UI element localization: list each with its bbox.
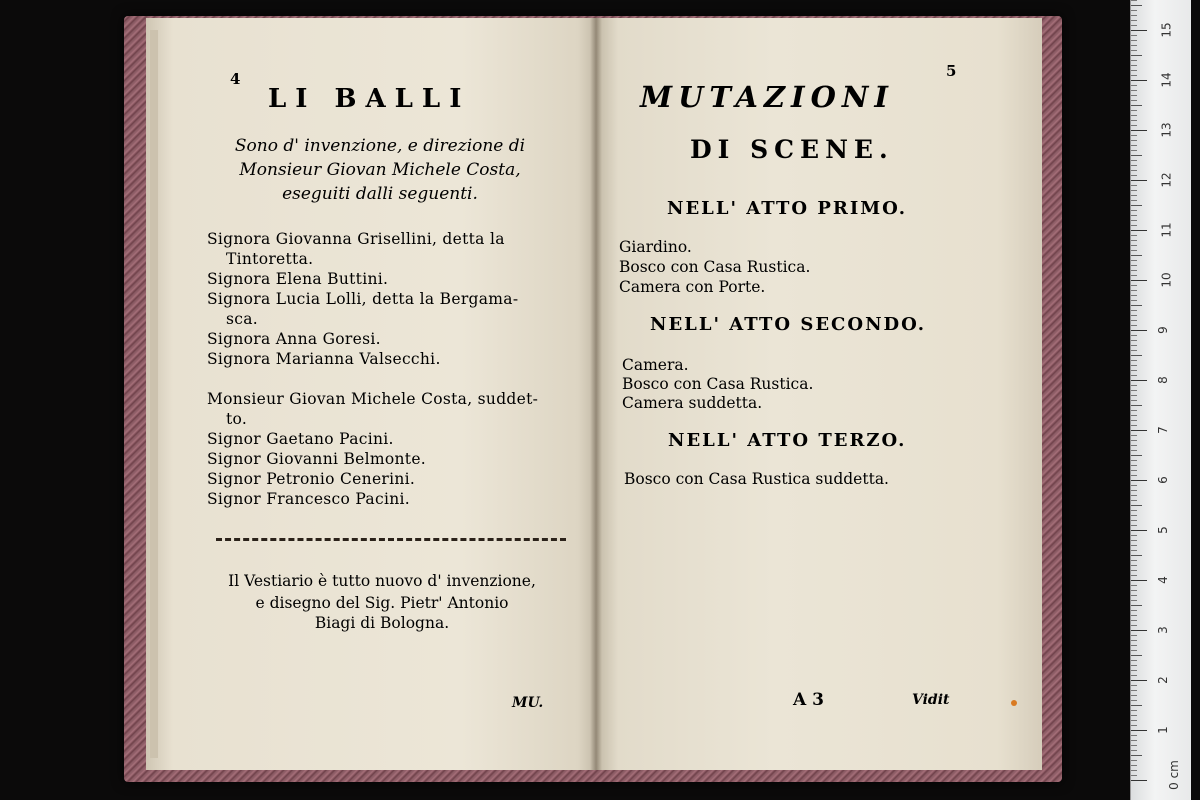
ruler-tick <box>1131 105 1142 106</box>
ruler-tick <box>1131 340 1137 341</box>
ruler-tick <box>1131 715 1137 716</box>
ruler-tick <box>1131 185 1137 186</box>
ruler-tick <box>1131 415 1137 416</box>
ruler-tick <box>1131 150 1137 151</box>
ruler-tick <box>1131 690 1137 691</box>
ruler-tick <box>1131 345 1137 346</box>
ruler-tick <box>1131 45 1137 46</box>
ruler-tick <box>1131 675 1137 676</box>
ruler-tick <box>1131 495 1137 496</box>
ruler-tick <box>1131 240 1137 241</box>
ruler-tick <box>1131 365 1137 366</box>
cast-entry: Signor Gaetano Pacini. <box>207 430 394 448</box>
measurement-ruler <box>1130 0 1191 800</box>
ruler-tick <box>1131 55 1142 56</box>
ruler-tick <box>1131 5 1142 6</box>
ruler-tick <box>1131 640 1137 641</box>
ruler-tick <box>1131 610 1137 611</box>
ruler-tick <box>1131 550 1137 551</box>
scene-item: Bosco con Casa Rustica suddetta. <box>624 470 889 488</box>
ruler-tick <box>1131 475 1137 476</box>
ruler-tick <box>1131 255 1142 256</box>
ruler-tick <box>1131 40 1137 41</box>
page-number-left: 4 <box>230 70 241 88</box>
ruler-tick <box>1131 545 1137 546</box>
ruler-tick <box>1131 270 1137 271</box>
ruler-tick <box>1131 20 1137 21</box>
cast-entry: Signor Francesco Pacini. <box>207 490 410 508</box>
ruler-tick <box>1131 230 1147 231</box>
ruler-tick <box>1131 290 1137 291</box>
ruler-tick <box>1131 735 1137 736</box>
ruler-tick <box>1131 645 1137 646</box>
ruler-tick <box>1131 355 1142 356</box>
ruler-tick <box>1131 595 1137 596</box>
ruler-tick <box>1131 380 1147 381</box>
marker-dot <box>1011 700 1017 706</box>
ruler-tick <box>1131 660 1137 661</box>
act-heading: NELL' ATTO TERZO. <box>668 430 907 451</box>
cast-entry: Signor Petronio Cenerini. <box>207 470 416 488</box>
ruler-tick <box>1131 465 1137 466</box>
cast-entry: Signora Elena Buttini. <box>207 270 389 288</box>
ruler-tick <box>1131 60 1137 61</box>
ruler-tick <box>1131 485 1137 486</box>
cast-entry: Signora Lucia Lolli, detta la Bergama- <box>207 290 519 308</box>
cast-entry: sca. <box>226 310 259 328</box>
scene-item: Bosco con Casa Rustica. <box>619 258 811 276</box>
vidit-catchword: Vidit <box>912 692 950 708</box>
page-number-right: 5 <box>946 62 957 80</box>
subtitle-line: eseguiti dalli seguenti. <box>282 184 478 204</box>
ruler-label: 13 <box>1159 122 1174 138</box>
ruler-tick <box>1131 565 1137 566</box>
ruler-tick <box>1131 205 1142 206</box>
ruler-tick <box>1131 445 1137 446</box>
ruler-tick <box>1131 695 1137 696</box>
cast-entry: Signora Marianna Valsecchi. <box>207 350 441 368</box>
right-page-title: MUTAZIONI <box>640 80 894 114</box>
ruler-tick <box>1131 130 1147 131</box>
ruler-tick <box>1131 620 1137 621</box>
vestiario-line: Biagi di Bologna. <box>314 614 450 632</box>
ruler-tick <box>1131 80 1147 81</box>
ruler-tick <box>1131 10 1137 11</box>
ruler-tick <box>1131 580 1147 581</box>
scene-item: Camera suddetta. <box>622 394 763 412</box>
cast-entry: Signora Anna Goresi. <box>207 330 381 348</box>
ruler-tick <box>1131 315 1137 316</box>
ruler-tick <box>1131 765 1137 766</box>
ruler-label: 4 <box>1155 576 1170 584</box>
ruler-tick <box>1131 170 1137 171</box>
ruler-tick <box>1131 700 1137 701</box>
ruler-tick <box>1131 175 1137 176</box>
ruler-tick <box>1131 360 1137 361</box>
ruler-label: 5 <box>1155 526 1170 534</box>
ruler-tick <box>1131 85 1137 86</box>
ruler-tick <box>1131 455 1142 456</box>
ruler-label: 11 <box>1159 222 1174 238</box>
ruler-tick <box>1131 505 1142 506</box>
ruler-tick <box>1131 490 1137 491</box>
ruler-tick <box>1131 220 1137 221</box>
ruler-tick <box>1131 250 1137 251</box>
ruler-tick <box>1131 15 1137 16</box>
ruler-label: 2 <box>1155 676 1170 684</box>
ruler-tick <box>1131 760 1137 761</box>
ruler-tick <box>1131 420 1137 421</box>
ruler-tick <box>1131 425 1137 426</box>
ruler-tick <box>1131 65 1137 66</box>
vestiario-line: e disegno del Sig. Pietr' Antonio <box>255 594 509 612</box>
ruler-tick <box>1131 320 1137 321</box>
ruler-tick <box>1131 190 1137 191</box>
ruler-label: 1 <box>1155 726 1170 734</box>
ruler-tick <box>1131 275 1137 276</box>
ruler-tick <box>1131 215 1137 216</box>
ruler-tick <box>1131 705 1142 706</box>
ruler-tick <box>1131 520 1137 521</box>
ruler-tick <box>1131 285 1137 286</box>
ruler-tick <box>1131 630 1147 631</box>
ruler-tick <box>1131 600 1137 601</box>
cast-entry: Tintoretta. <box>226 250 314 268</box>
ruler-tick <box>1131 75 1137 76</box>
ruler-tick <box>1131 210 1137 211</box>
ruler-tick <box>1131 585 1137 586</box>
ruler-tick <box>1131 650 1137 651</box>
ruler-tick <box>1131 670 1137 671</box>
ruler-tick <box>1131 730 1147 731</box>
ruler-tick <box>1131 295 1137 296</box>
ruler-tick <box>1131 370 1137 371</box>
ruler-tick <box>1131 135 1137 136</box>
book-gutter <box>590 18 602 770</box>
ruler-tick <box>1131 560 1137 561</box>
ruler-tick <box>1131 555 1142 556</box>
vestiario-line: Il Vestiario è tutto nuovo d' invenzione, <box>228 572 536 590</box>
ruler-tick <box>1131 25 1137 26</box>
ruler-tick <box>1131 625 1137 626</box>
ruler-tick <box>1131 575 1137 576</box>
ruler-tick <box>1131 140 1137 141</box>
ruler-tick <box>1131 605 1142 606</box>
ruler-tick <box>1131 95 1137 96</box>
ruler-tick <box>1131 245 1137 246</box>
ruler-tick <box>1131 535 1137 536</box>
ruler-tick <box>1131 165 1137 166</box>
ruler-tick <box>1131 155 1142 156</box>
ruler-tick <box>1131 500 1137 501</box>
ornamental-rule <box>216 538 566 545</box>
ruler-tick <box>1131 540 1137 541</box>
ruler-label: 7 <box>1155 426 1170 434</box>
act-heading: NELL' ATTO SECONDO. <box>650 314 927 335</box>
ruler-label: 12 <box>1159 172 1174 188</box>
act-heading: NELL' ATTO PRIMO. <box>667 198 908 219</box>
ruler-label: 10 <box>1159 272 1174 288</box>
ruler-tick <box>1131 770 1137 771</box>
ruler-tick <box>1131 160 1137 161</box>
scene-item: Bosco con Casa Rustica. <box>622 375 814 393</box>
ruler-tick <box>1131 350 1137 351</box>
cast-entry: Signora Giovanna Grisellini, detta la <box>207 230 505 248</box>
ruler-tick <box>1131 180 1147 181</box>
scene-item: Camera con Porte. <box>619 278 766 296</box>
catchword: MU. <box>512 695 544 711</box>
ruler-tick <box>1131 100 1137 101</box>
ruler-tick <box>1131 740 1137 741</box>
ruler-tick <box>1131 265 1137 266</box>
ruler-tick <box>1131 665 1137 666</box>
ruler-tick <box>1131 720 1137 721</box>
ruler-label: 15 <box>1159 22 1174 38</box>
ruler-tick <box>1131 405 1142 406</box>
ruler-unit-label: 0 cm <box>1166 760 1181 790</box>
ruler-tick <box>1131 120 1137 121</box>
ruler-tick <box>1131 195 1137 196</box>
ruler-tick <box>1131 115 1137 116</box>
ruler-tick <box>1131 90 1137 91</box>
ruler-tick <box>1131 780 1147 781</box>
ruler-tick <box>1131 460 1137 461</box>
ruler-tick <box>1131 450 1137 451</box>
ruler-tick <box>1131 330 1147 331</box>
page-edges <box>150 30 158 758</box>
ruler-tick <box>1131 570 1137 571</box>
ruler-label: 8 <box>1155 376 1170 384</box>
ruler-tick <box>1131 655 1142 656</box>
ruler-tick <box>1131 145 1137 146</box>
ruler-tick <box>1131 430 1147 431</box>
ruler-tick <box>1131 685 1137 686</box>
ruler-tick <box>1131 410 1137 411</box>
ruler-tick <box>1131 0 1137 1</box>
ruler-tick <box>1131 310 1137 311</box>
ruler-label: 9 <box>1155 326 1170 334</box>
ruler-tick <box>1131 515 1137 516</box>
ruler-tick <box>1131 775 1137 776</box>
ruler-tick <box>1131 375 1137 376</box>
cast-entry: Monsieur Giovan Michele Costa, suddet- <box>207 390 539 408</box>
ruler-tick <box>1131 510 1137 511</box>
ruler-tick <box>1131 390 1137 391</box>
cast-entry: Signor Giovanni Belmonte. <box>207 450 427 468</box>
ruler-tick <box>1131 480 1147 481</box>
ruler-tick <box>1131 435 1137 436</box>
ruler-tick <box>1131 385 1137 386</box>
ruler-label: 3 <box>1155 626 1170 634</box>
ruler-tick <box>1131 30 1147 31</box>
ruler-tick <box>1131 590 1137 591</box>
ruler-tick <box>1131 400 1137 401</box>
ruler-tick <box>1131 440 1137 441</box>
scene-item: Giardino. <box>619 238 692 256</box>
ruler-tick <box>1131 325 1137 326</box>
ruler-tick <box>1131 755 1142 756</box>
ruler-tick <box>1131 635 1137 636</box>
ruler-tick <box>1131 615 1137 616</box>
ruler-tick <box>1131 125 1137 126</box>
ruler-label: 6 <box>1155 476 1170 484</box>
subtitle-line: Sono d' invenzione, e direzione di <box>234 136 526 156</box>
ruler-tick <box>1131 260 1137 261</box>
ruler-tick <box>1131 300 1137 301</box>
ruler-tick <box>1131 530 1147 531</box>
ruler-tick <box>1131 225 1137 226</box>
ruler-tick <box>1131 70 1137 71</box>
cast-entry: to. <box>226 410 248 428</box>
ruler-tick <box>1131 50 1137 51</box>
ruler-tick <box>1131 335 1137 336</box>
ruler-tick <box>1131 200 1137 201</box>
ruler-tick <box>1131 710 1137 711</box>
ruler-tick <box>1131 35 1137 36</box>
ruler-tick <box>1131 395 1137 396</box>
subtitle-line: Monsieur Giovan Michele Costa, <box>239 160 521 180</box>
ruler-label: 14 <box>1159 72 1174 88</box>
scene-item: Camera. <box>622 356 689 374</box>
left-page-title: LI BALLI <box>268 84 471 114</box>
ruler-tick <box>1131 110 1137 111</box>
ruler-tick <box>1131 305 1142 306</box>
ruler-tick <box>1131 745 1137 746</box>
ruler-tick <box>1131 470 1137 471</box>
ruler-tick <box>1131 525 1137 526</box>
ruler-tick <box>1131 725 1137 726</box>
right-page-subtitle: DI SCENE. <box>690 135 894 164</box>
signature-mark: A 3 <box>793 690 824 710</box>
ruler-tick <box>1131 680 1147 681</box>
ruler-tick <box>1131 235 1137 236</box>
ruler-tick <box>1131 750 1137 751</box>
ruler-tick <box>1131 280 1147 281</box>
